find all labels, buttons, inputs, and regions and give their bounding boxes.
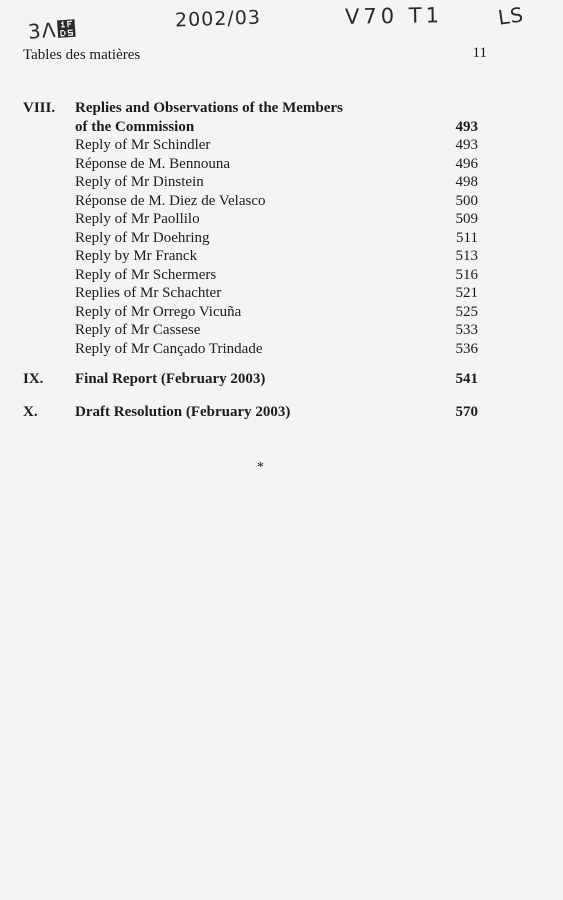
toc-entry-page: 521 <box>455 285 478 301</box>
toc-entry-page: 496 <box>455 155 478 172</box>
section-number: IX. <box>23 371 44 387</box>
toc-entry <box>23 340 478 359</box>
section-page: 541 <box>455 371 478 387</box>
toc-entry-page: 498 <box>455 174 478 190</box>
toc-section-x <box>23 403 478 422</box>
toc-entry <box>23 321 478 340</box>
toc-entries <box>23 136 478 358</box>
toc-entry <box>23 303 478 322</box>
toc-entry-page: 511 <box>456 229 478 246</box>
section-page: 570 <box>455 403 478 420</box>
toc-entry <box>23 136 478 155</box>
section-title-line: of the Commission <box>75 118 195 135</box>
toc-entry-page: 509 <box>455 211 478 227</box>
toc-entry-label: Reply of Mr Paollilo <box>75 211 200 227</box>
toc-entry-label: Reply of Mr Dinstein <box>75 174 204 190</box>
section-title <box>23 403 478 422</box>
toc-entry <box>23 284 478 303</box>
toc-entry-label: Reply by Mr Franck <box>75 248 198 264</box>
section-number: VIII. <box>23 100 56 116</box>
toc-entry-label: Reply of Mr Cassese <box>75 322 201 338</box>
toc-entry-page: 516 <box>455 266 478 283</box>
toc-entry-label: Reply of Mr Schindler <box>75 137 211 153</box>
toc-entry <box>23 192 478 211</box>
toc-entry-label: Réponse de M. Diez de Velasco <box>75 192 266 209</box>
running-head: Tables des matières <box>23 47 141 63</box>
toc-entry-page: 536 <box>455 340 478 357</box>
section-title-line: Replies and Observations of the Members <box>75 100 343 116</box>
section-title <box>23 118 478 137</box>
toc-entry-page: 513 <box>455 248 478 264</box>
toc-entry-label: Réponse de M. Bennouna <box>75 155 230 172</box>
section-title-line: Final Report (February 2003) <box>75 371 266 387</box>
section-title <box>23 99 478 118</box>
section-number: X. <box>23 403 38 420</box>
separator-asterisk: * <box>257 460 264 475</box>
section-title <box>23 370 478 389</box>
toc-entry <box>23 173 478 192</box>
toc-entry-label: Reply of Mr Doehring <box>75 229 210 246</box>
section-title-line: Draft Resolution (February 2003) <box>75 403 291 420</box>
section-page: 493 <box>455 118 478 135</box>
toc-entry <box>23 229 478 248</box>
toc-entry <box>23 155 478 174</box>
toc-entry-page: 493 <box>455 137 478 153</box>
handwritten-note: V70 T1 <box>344 3 444 29</box>
page-number: 11 <box>472 45 487 61</box>
toc-entry-label: Reply of Mr Cançado Trindade <box>75 340 263 357</box>
table-of-contents <box>23 99 478 421</box>
toc-entry <box>23 247 478 266</box>
handwritten-note: LS <box>496 2 526 30</box>
toc-entry-page: 525 <box>455 303 478 320</box>
toc-entry-label: Replies of Mr Schachter <box>75 285 222 301</box>
handwritten-note: 3Λ῕ <box>27 16 79 44</box>
handwritten-note: 2002/03 <box>174 6 262 32</box>
toc-entry-label: Reply of Mr Schermers <box>75 266 217 283</box>
toc-entry-page: 500 <box>455 192 478 209</box>
toc-entry <box>23 266 478 285</box>
toc-entry-label: Reply of Mr Orrego Vicuña <box>75 303 242 320</box>
toc-entry <box>23 210 478 229</box>
toc-section-viii <box>23 99 478 358</box>
toc-section-ix <box>23 370 478 389</box>
toc-entry-page: 533 <box>455 322 478 338</box>
